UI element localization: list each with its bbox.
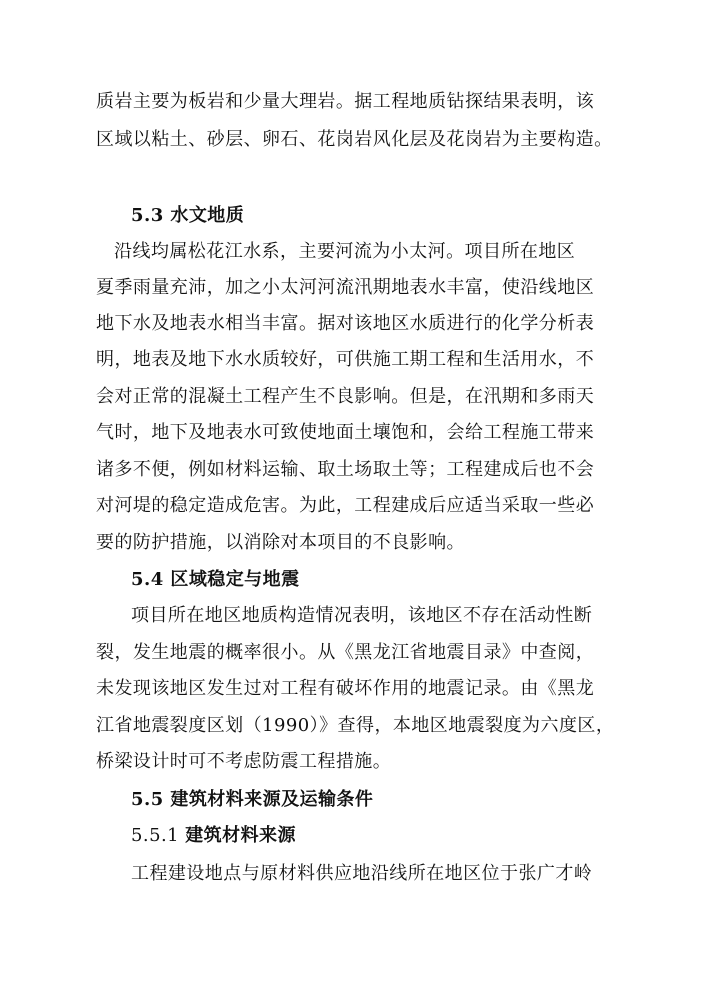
paragraph-line: 诸多不便，例如材料运输、取土场取土等；工程建成后也不会 xyxy=(96,459,595,480)
subsection-title: 建筑材料来源 xyxy=(185,825,296,846)
paragraph-line: 要的防护措施，以消除对本项目的不良影响。 xyxy=(96,532,465,553)
paragraph-line: 裂，发生地震的概率很小。从《黑龙江省地震目录》中查阅， xyxy=(96,642,595,663)
paragraph-line: 质岩主要为板岩和少量大理岩。据工程地质钻探结果表明，该 xyxy=(96,91,595,112)
subsection-number: 5.5.1 xyxy=(131,825,180,846)
paragraph-line: 项目所在地区地质构造情况表明，该地区不存在活动性断 xyxy=(131,605,593,626)
paragraph-line: 对河堤的稳定造成危害。为此，工程建成后应适当采取一些必 xyxy=(96,495,595,516)
paragraph-line: 沿线均属松花江水系，主要河流为小太河。项目所在地区 xyxy=(114,241,576,262)
paragraph-line: 江省地震裂度区划（1990）》查得，本地区地震裂度为六度区， xyxy=(96,715,615,736)
paragraph-line: 会对正常的混凝土工程产生不良影响。但是，在汛期和多雨天 xyxy=(96,386,595,407)
paragraph-line: 未发现该地区发生过对工程有破坏作用的地震记录。由《黑龙 xyxy=(96,678,595,699)
subsection-heading-5-5-1 xyxy=(131,824,296,848)
paragraph-line: 工程建设地点与原材料供应地沿线所在地区位于张广才岭 xyxy=(131,863,593,884)
paragraph-line: 夏季雨量充沛，加之小太河河流汛期地表水丰富，使沿线地区 xyxy=(96,277,595,298)
section-heading-5-3: 5.3 水文地质 xyxy=(131,205,245,226)
paragraph-line: 桥梁设计时可不考虑防震工程措施。 xyxy=(96,751,392,772)
section-heading-5-5: 5.5 建筑材料来源及运输条件 xyxy=(131,789,374,810)
section-heading-5-4: 5.4 区域稳定与地震 xyxy=(131,569,300,590)
paragraph-line: 明，地表及地下水水质较好，可供施工期工程和生活用水，不 xyxy=(96,349,595,370)
paragraph-line: 气时，地下及地表水可致使地面土壤饱和，会给工程施工带来 xyxy=(96,422,595,443)
paragraph-line: 区域以粘土、砂层、卵石、花岗岩风化层及花岗岩为主要构造。 xyxy=(96,129,613,150)
paragraph-line: 地下水及地表水相当丰富。据对该地区水质进行的化学分析表 xyxy=(96,313,595,334)
